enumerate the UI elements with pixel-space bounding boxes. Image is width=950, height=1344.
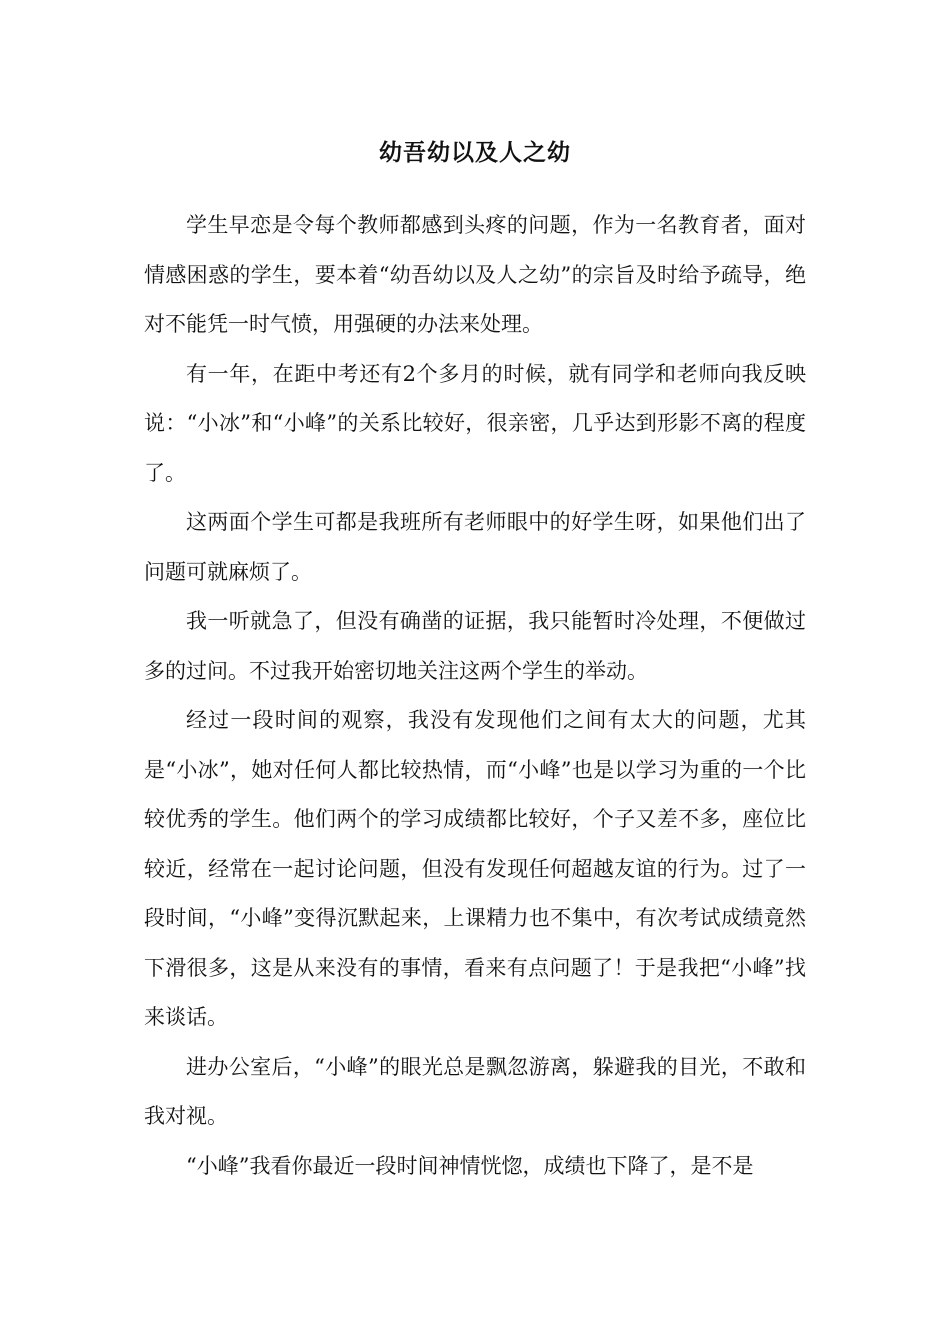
paragraph-6: 进办公室后，“小峰”的眼光总是飘忽游离，躲避我的目光，不敢和我对视。 — [144, 1054, 806, 1128]
document-title: 幼吾幼以及人之幼 — [379, 139, 571, 166]
paragraph-4: 我一听就急了，但没有确凿的证据，我只能暂时冷处理，不便做过多的过问。不过我开始密切地关注这两个学生的举动。 — [144, 609, 806, 683]
paragraph-5: 经过一段时间的观察，我没有发现他们之间有太大的问题，尤其是“小冰”，她对任何人都比较热情，而“小峰”也是以学习为重的一个比较优秀的学生。他们两个的学习成绩都比较好，个子又差不多，座位比较近，经常在一起讨论问题，但没有发现任何超越友谊的行为。过了一段时间，“小峰”变得沉默起来，上课精力也不集中，有次考试成绩竟然下滑很多，这是从来没有的事情，看来有点问题了！于是我把“小峰”找来谈话。 — [144, 708, 806, 1029]
paragraph-2: 有一年，在距中考还有2个多月的时候，就有同学和老师向我反映说：“小冰”和“小峰”的关系比较好，很亲密，几乎达到形影不离的程度了。 — [144, 361, 806, 485]
document-body — [144, 201, 806, 1191]
paragraph-1: 学生早恋是令每个教师都感到头疼的问题，作为一名教育者，面对情感困惑的学生，要本着“幼吾幼以及人之幼”的宗旨及时给予疏导，绝对不能凭一时气愤，用强硬的办法来处理。 — [144, 213, 806, 336]
paragraph-7: “小峰”我看你最近一段时间神情恍惚，成绩也下降了，是不是 — [186, 1153, 754, 1178]
paragraph-3: 这两面个学生可都是我班所有老师眼中的好学生呀，如果他们出了问题可就麻烦了。 — [144, 510, 806, 584]
